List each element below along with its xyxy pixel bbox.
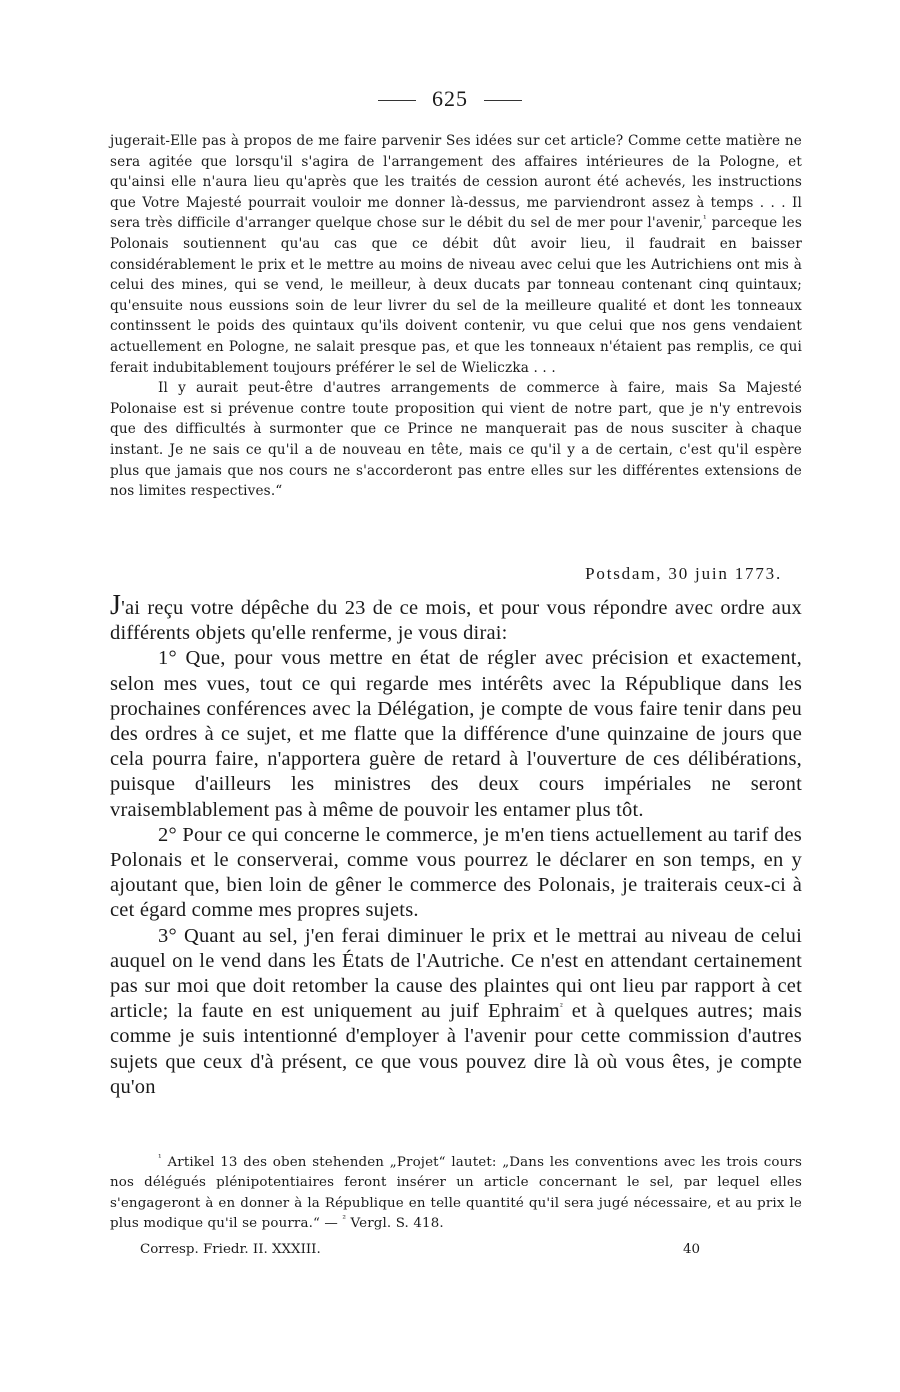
- footnote-ref-2: ²: [559, 1001, 563, 1012]
- footnotes: [110, 1153, 802, 1235]
- quoted-letter-excerpt: [110, 131, 802, 502]
- reply-paragraph-4-text-b: et à quelques autres; mais comme je suis intentionné d'employer à l'avenir pour cette commission d'autres sujets que ceux d'à présent, ce que vous pouvez dire là où vous êtes, je compte qu'on: [110, 1000, 802, 1098]
- reply-paragraph-2: 1° Que, pour vous mettre en état de régler avec précision et exactement, selon mes vues, tout ce qui regarde mes intérêts avec la République dans les prochaines conférences avec la Délégation, je compte de vous faire tenir dans peu des ordres à ce sujet, et me flatte que la différence d'une quinzaine de jours que cela pourra faire, n'apportera guère de retard à l'ouverture de ces délibérations, puisque d'ailleurs les ministres des deux cours impériales ne seront vraisemblablement pas à même de pouvoir les entamer plus tôt.: [110, 647, 802, 821]
- footnote-ref-1: ¹: [703, 214, 707, 225]
- volume-signature: Corresp. Friedr. II. XXXIII.: [140, 1242, 321, 1257]
- reply-paragraph-1: [110, 590, 802, 646]
- page-number: 625: [432, 86, 468, 111]
- excerpt-paragraph-1: [110, 131, 802, 378]
- reply-paragraph-4-text-a: 3° Quant au sel, j'en ferai diminuer le prix et le mettrai au niveau de celui auquel on le vend dans les États de l'Autriche. Ce n'est en attendant certainement pas sur moi que doit retomber la cause des plaintes qui ont lieu par rapport à cet article; la faute en est uniquement au juif Ephraim: [110, 924, 802, 1023]
- footnote-1-text: Artikel 13 des oben stehenden „Projet“ lautet: „Dans les conventions avec les trois cours nos délégués plénipotentiaires feront insérer un article concernant le sel, par lequel elles s'engageront à en donner à la République en telle quantité qu'il sera jugé nécessaire, et au prix le plus modique qu'il se pourra.“ —: [110, 1155, 802, 1232]
- reply-paragraph-3: 2° Pour ce qui concerne le commerce, je m'en tiens actuellement au tarif des Polonais et le conserverai, comme vous pourrez le déclarer en son temps, en y ajoutant que, bien loin de gêner le commerce des Polonais, je traiterais ceux-ci à cet égard comme mes propres sujets.: [110, 823, 802, 922]
- footnote-text: [110, 1153, 802, 1235]
- footnote-mark-1: ¹: [158, 1153, 162, 1164]
- drop-cap: J: [110, 590, 122, 621]
- excerpt-text-1a: jugerait-Elle pas à propos de me faire parvenir Ses idées sur cet article? Comme cette matière ne sera agitée que lorsqu'il s'agira de l'arrangement des affaires intérieures de la Pologne, et qu'ainsi elle n'aura lieu qu'après que les traités de cession auront été achevés, les instructions que Votre Majesté pourrait vouloir me donner là-dessus, me parviendront assez à temps . . . Il sera très difficile d'arranger quelque chose sur le débit du sel de mer pour l'avenir,: [110, 133, 802, 232]
- footnote-mark-2: ²: [342, 1214, 347, 1225]
- header-rule-left: [378, 100, 416, 101]
- footnote-2-text: Vergl. S. 418.: [346, 1216, 444, 1232]
- reply-letter-body: [110, 590, 802, 1100]
- dateline: Potsdam, 30 juin 1773.: [585, 564, 782, 583]
- reply-paragraph-4: [110, 924, 802, 1100]
- page-header: [0, 86, 900, 116]
- header-rule-right: [484, 100, 522, 101]
- sheet-signature-number: 40: [682, 1242, 700, 1257]
- excerpt-paragraph-2: Il y aurait peut-être d'autres arrangements de commerce à faire, mais Sa Majesté Polonaise est si prévenue contre toute proposition qui vient de notre part, que je n'y entrevois que des difficultés à surmonter que ce Prince ne manquerait pas de nous susciter à chaque instant. Je ne sais ce qu'il a de nouveau en tête, mais ce qu'il y a de certain, c'est qu'il espère plus que jamais que nos cours ne s'accorderont pas entre elles sur les différentes extensions de nos limites respectives.“: [110, 380, 802, 500]
- printer-signature-line: [140, 1242, 700, 1264]
- reply-paragraph-1-text: 'ai reçu votre dépêche du 23 de ce mois, et pour vous répondre avec ordre aux différents objets qu'elle renferme, je vous dirai:: [110, 597, 802, 645]
- excerpt-text-1b: parceque les Polonais soutiennent qu'au cas que ce débit dût avoir lieu, il faudrait en baisser considérablement le prix et le mettre au moins de niveau avec celui que les Autrichiens ont mis à celui des mines, qui se vend, le meilleur, à deux ducats par tonneau contenant cinq quintaux; qu'ensuite nous eussions soin de leur livrer du sel de la meilleure qualité et dont les tonneaux continssent le poids des quintaux qu'ils doivent contenir, vu que celui que nos gens vendaient actuellement en Pologne, ne salait presque pas, et que les tonneaux n'étaient pas remplis, ce qui ferait indubitablement toujours préférer le sel de Wieliczka . . .: [110, 215, 802, 376]
